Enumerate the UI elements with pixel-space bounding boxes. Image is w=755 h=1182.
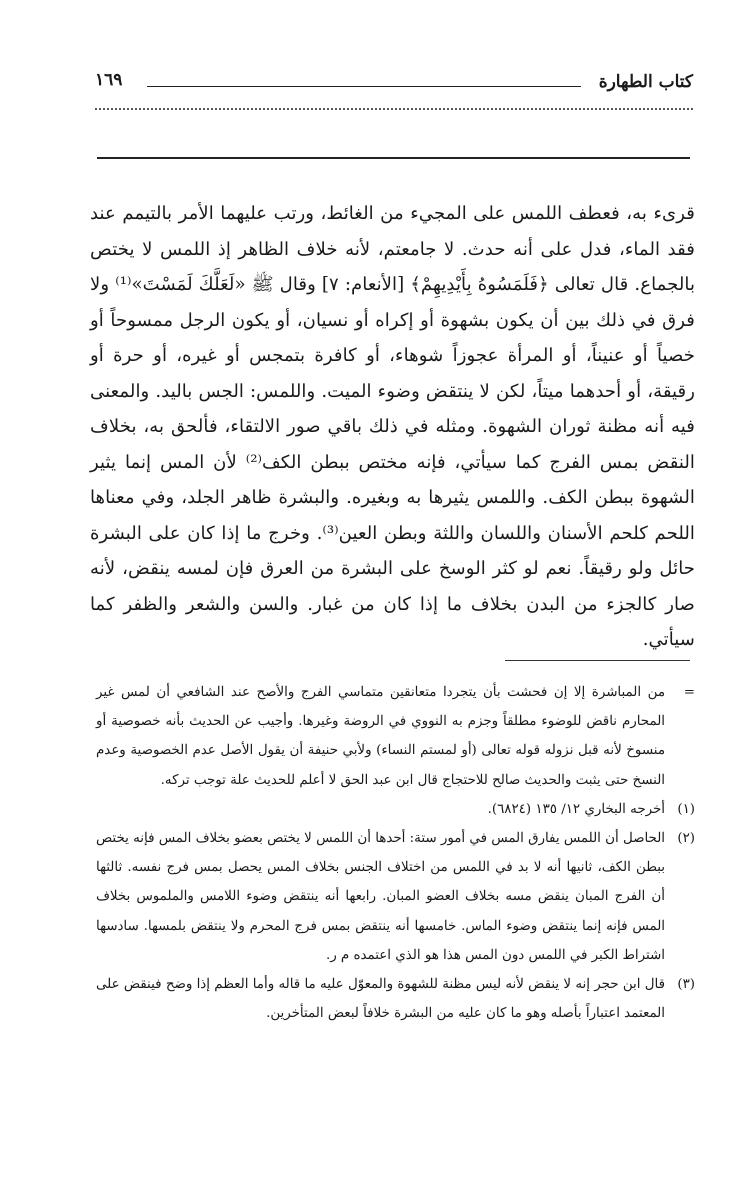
footnote-mark: (٢) — [677, 831, 695, 847]
footnote-continuation — [96, 678, 695, 795]
top-rule — [97, 157, 690, 159]
header-rule — [147, 86, 581, 87]
footnote-mark: = — [683, 685, 695, 700]
running-header — [95, 68, 693, 98]
page-number: ١٦٩ — [95, 70, 123, 90]
footnote-text: من المباشرة إلا إن فحشت بأن يتجردا متعانقين متماسي الفرج والأصح عند الشافعي أن لمس غير المحارم ناقض للوضوء مطلقاً وجزم به النووي في الروضة وغيرها. وأجيب عن الحديث بأنه خصوصية أو منسوخ لأنه قبل نزوله قوله تعالى (أو لمستم النساء) ولأبي حنيفة أن يقول الأصل عدم الخصوصية وعدم النسخ حتى يثبت والحديث صالح للاحتجاج قال ابن عبد الحق لا أعلم للحديث علة توجب تركه. — [96, 685, 665, 788]
footnote-3 — [96, 970, 695, 1028]
chapter-title: كتاب الطهارة — [598, 72, 693, 92]
footnote-1 — [96, 795, 695, 824]
footnote-text: قال ابن حجر إنه لا ينقض لأنه ليس مظنة للشهوة والمعوّل عليه ما قاله وأما العظم إذا وضح فينقض على المعتمد اعتباراً بأصله وهو ما كان عليه من البشرة خلافاً لبعض المتأخرين. — [96, 977, 665, 1022]
footnote-text: أخرجه البخاري ١٢/ ١٣٥ (٦٨٢٤). — [487, 801, 665, 817]
footnotes — [96, 678, 695, 1028]
footnote-mark: (٣) — [677, 977, 695, 993]
footnote-separator — [505, 660, 690, 661]
footnote-mark: (١) — [677, 801, 695, 817]
footnote-text: الحاصل أن اللمس يفارق المس في أمور ستة: أحدها أن اللمس لا يختص بعضو بخلاف المس فإنه يختص ببطن الكف، ثانيها أنه لا بد في اللمس من اختلاف الجنس بخلاف المس يحصل بمس فرج نفسه. ثالثها أن الفرج المبان ينقض مسه بخلاف العضو المبان. رابعها أنه ينتقض وضوء اللامس والملموس بخلاف المس فإنه إنما ينتقض وضوء الماس. خامسها أنه ينتقض بمس فرج المحرم ولا ينتقض بلمسها. سادسها اشتراط الكبر في اللمس دون المس هذا هو الذي اعتمده م ر. — [96, 831, 665, 963]
body-paragraph: قرىء به، فعطف اللمس على المجيء من الغائط، ورتب عليهما الأمر بالتيمم عند فقد الماء، فدل على أنه حدث. لا جامعتم، لأنه خلاف الظاهر إذ اللمس لا يختص بالجماع. قال تعالى ﴿فَلَمَسُوهُ بِأَيْدِيهِمْ﴾ [الأنعام: ٧] وقال ﷺ «لَعَلَّكَ لَمَسْتَ»⁽¹⁾ ولا فرق في ذلك بين أن يكون بشهوة أو إكراه أو نسيان، أو يكون الرجل ممسوحاً أو خصياً أو عنيناً، أو المرأة عجوزاً شوهاء، أو كافرة بتمجس أو غيره، أو حرة أو رقيقة، أو أحدهما ميتاً، لكن لا ينتقض وضوء الميت. واللمس: الجس باليد. والمعنى فيه أنه مظنة ثوران الشهوة. ومثله في ذلك باقي صور الالتقاء، فألحق به، بخلاف النقض بمس الفرج كما سيأتي، فإنه مختص ببطن الكف⁽²⁾ لأن المس إنما يثير الشهوة ببطن الكف. واللمس يثيرها به وبغيره. والبشرة ظاهر الجلد، وفي معناها اللحم كلحم الأسنان واللسان واللثة وبطن العين⁽³⁾. وخرج ما إذا كان على البشرة حائل ولو رقيقاً. نعم لو كثر الوسخ على البشرة من العرق فإن لمسه ينقض، لأنه صار كالجزء من البدن بخلاف ما إذا كان من غبار. والسن والشعر والظفر كما سيأتي. — [90, 203, 696, 650]
main-text — [90, 196, 695, 658]
footnote-2 — [96, 824, 695, 970]
dotted-divider — [95, 108, 693, 110]
